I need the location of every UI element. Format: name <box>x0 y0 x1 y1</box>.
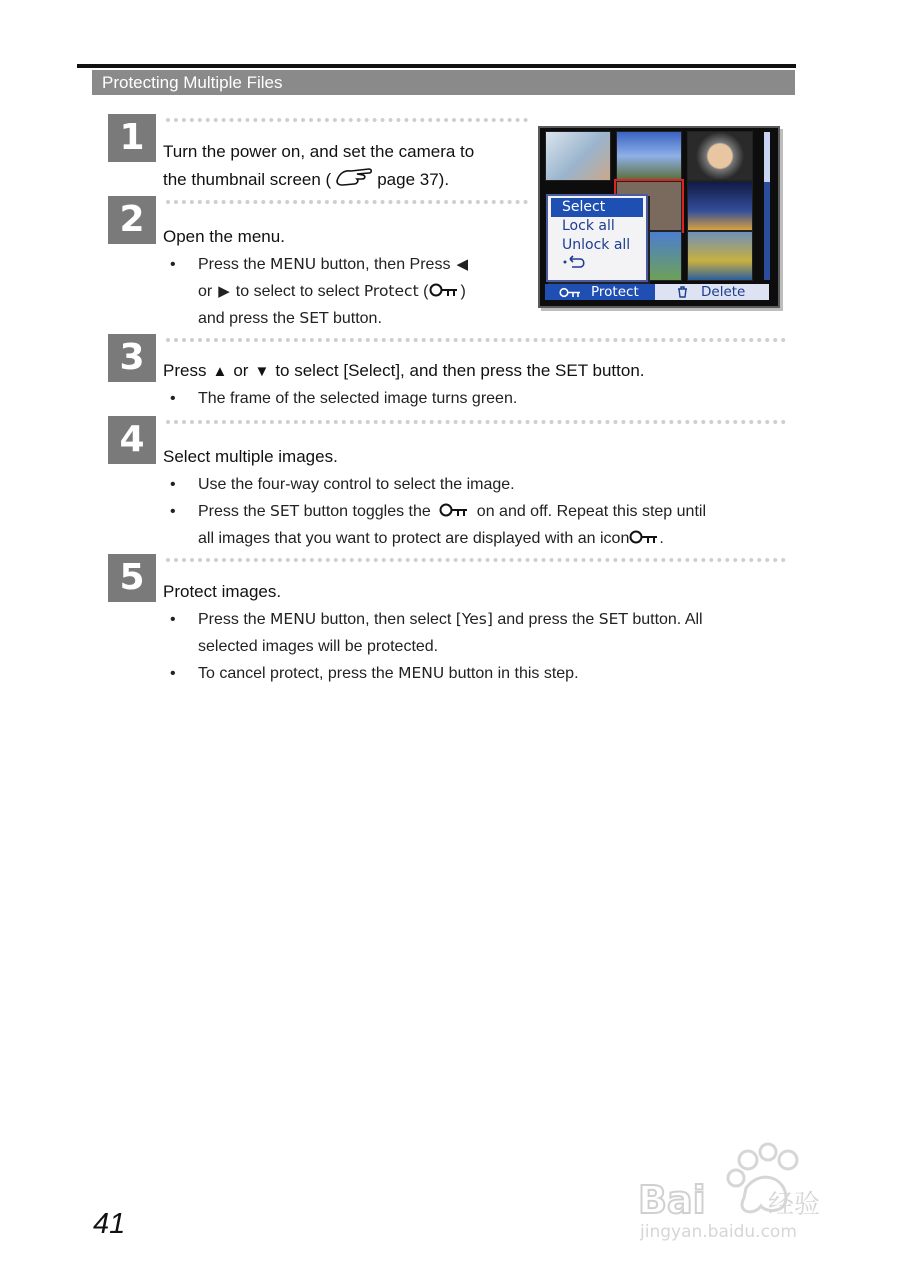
bullet-text: button. All <box>627 611 703 628</box>
bullet-text: Press the <box>198 503 271 520</box>
thumbnail-raft <box>687 231 753 281</box>
bullet-text: To cancel protect, press the <box>198 665 399 682</box>
list-item <box>170 660 703 687</box>
page-number: 41 <box>93 1208 126 1240</box>
menu-keyword: MENU <box>398 664 445 682</box>
step-5-bullets <box>170 606 703 687</box>
bullet-text: and press the <box>492 611 599 628</box>
svg-text:Bai: Bai <box>638 1178 706 1222</box>
thumbnail-portrait <box>687 131 753 181</box>
bullet-text: button, then Press <box>316 256 451 273</box>
step-number-2: 2 <box>108 196 156 244</box>
step-3-bullets <box>170 385 517 412</box>
menu-keyword: MENU <box>270 610 317 628</box>
top-rule <box>77 64 796 68</box>
divider <box>166 558 786 562</box>
thumbnail-city <box>687 181 753 231</box>
bullet-text: . <box>659 530 664 547</box>
lcd-protect-option[interactable] <box>545 284 655 300</box>
lcd-protect-label: Protect <box>591 284 639 300</box>
step-number-3: 3 <box>108 334 156 382</box>
step-3-text-a: Press <box>163 361 207 380</box>
set-keyword: SET <box>270 502 300 520</box>
step-1-line-2 <box>163 166 474 194</box>
menu-item-select[interactable]: Select <box>551 198 643 217</box>
protect-menu-popup <box>546 194 648 282</box>
bullet-text: to select to select <box>235 283 364 300</box>
page-reference-hand-icon <box>335 167 373 187</box>
step-3-text-b: or <box>233 361 249 380</box>
left-arrow-icon: ◀ <box>456 256 468 273</box>
trash-icon <box>677 286 688 298</box>
step-number-4: 4 <box>108 416 156 464</box>
bullet-text: Press the <box>198 256 271 273</box>
bullet-text: all images that you want to protect are displayed with an icon <box>198 530 630 547</box>
list-item <box>170 251 474 332</box>
thumbnail-tree <box>616 131 682 181</box>
yes-keyword: [Yes] <box>455 610 493 628</box>
bullet-text: button, then select <box>316 611 456 628</box>
up-arrow-icon: ▲ <box>212 363 228 380</box>
menu-item-back[interactable] <box>548 255 646 274</box>
bullet-text: ( <box>418 283 429 300</box>
bullet-text: on and off. Repeat this step until <box>476 503 706 520</box>
step-1-text <box>163 138 474 194</box>
bullet-text: and press the <box>198 310 300 327</box>
protect-keyword: Protect <box>363 282 419 300</box>
protect-key-icon <box>429 282 459 298</box>
step-number-5: 5 <box>108 554 156 602</box>
divider <box>166 200 528 204</box>
bullet-text: button. <box>328 310 382 327</box>
list-item: • Use the four-way control to select the image. <box>170 471 706 498</box>
svg-text:经验: 经验 <box>768 1190 821 1220</box>
step-1-line-1: Turn the power on, and set the camera to <box>163 142 475 161</box>
set-keyword: SET <box>598 610 628 628</box>
divider <box>166 420 786 424</box>
lcd-scroll-thumb <box>764 132 770 182</box>
step-3-text <box>163 357 645 386</box>
menu-keyword: MENU <box>270 255 317 273</box>
step-1-text-a: the thumbnail screen ( <box>163 170 332 189</box>
step-3-text-c: to select [Select], and then press the SET button. <box>275 361 645 380</box>
set-keyword: SET <box>299 309 329 327</box>
lcd-bottom-bar <box>545 284 769 300</box>
bullet-text: Press the <box>198 611 271 628</box>
step-4-text: Select multiple images. <box>163 447 338 466</box>
protect-key-icon <box>559 287 581 298</box>
back-arrow-icon <box>562 255 588 269</box>
right-arrow-icon: ▶ <box>218 283 230 300</box>
section-title: Protecting Multiple Files <box>92 70 795 95</box>
menu-item-unlock-all[interactable]: Unlock all <box>562 237 631 253</box>
step-2-text: Open the menu. <box>163 227 285 246</box>
lcd-delete-option[interactable] <box>663 284 767 300</box>
camera-lcd-screen <box>538 126 780 308</box>
divider <box>166 338 786 342</box>
step-2-bullets <box>170 251 474 332</box>
bullet-text: button toggles the <box>299 503 431 520</box>
step-number-1: 1 <box>108 114 156 162</box>
divider <box>166 118 528 122</box>
protect-key-icon <box>629 529 659 545</box>
bullet-text: selected images will be protected. <box>198 638 439 655</box>
watermark-url: jingyan.baidu.com <box>640 1222 797 1242</box>
bullet-text: button in this step. <box>444 665 579 682</box>
lcd-delete-label: Delete <box>701 284 746 300</box>
bullet-text: or <box>198 283 213 300</box>
list-item: • The frame of the selected image turns green. <box>170 385 517 412</box>
step-4-bullets <box>170 471 706 552</box>
thumbnail-baby <box>545 131 611 181</box>
step-5-text: Protect images. <box>163 582 282 601</box>
list-item <box>170 498 706 552</box>
step-1-text-b: page 37). <box>377 170 450 189</box>
down-arrow-icon: ▼ <box>254 363 270 380</box>
protect-key-icon <box>439 502 469 518</box>
bullet-text: ) <box>460 283 466 300</box>
list-item <box>170 606 703 660</box>
menu-item-lock-all[interactable]: Lock all <box>562 218 615 234</box>
